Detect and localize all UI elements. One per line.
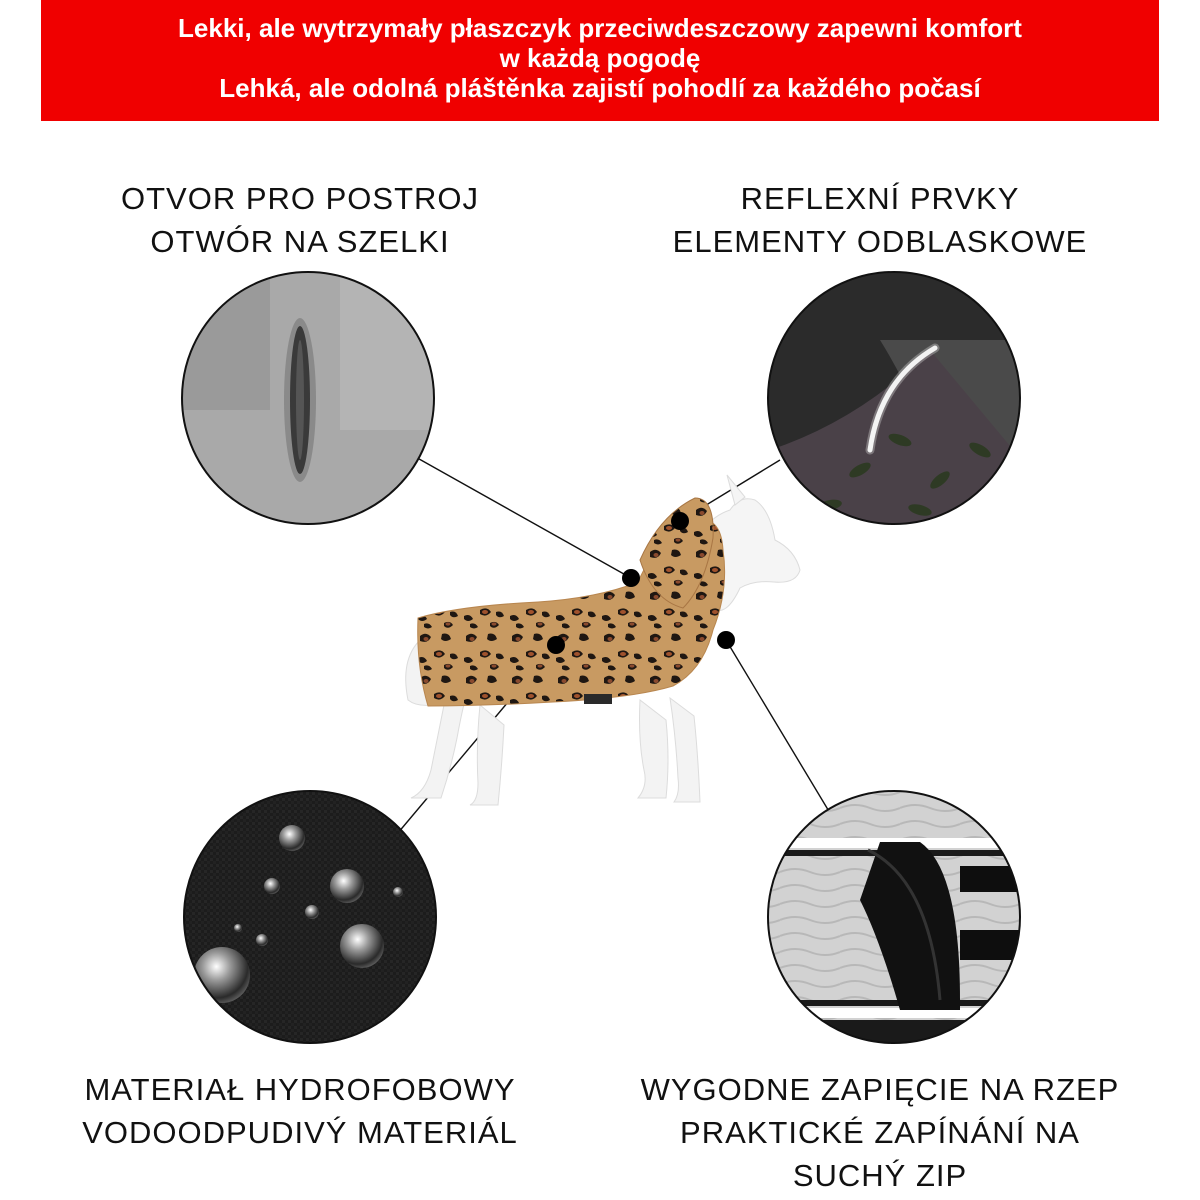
caption-harness-cz: OTVOR PRO POSTROJ xyxy=(120,181,480,216)
caption-harness-pl: OTWÓR NA SZELKI xyxy=(150,224,450,259)
velcro-tab xyxy=(584,694,612,704)
caption-velcro-cz-2: SUCHÝ ZIP xyxy=(792,1158,968,1193)
velcro-closure-icon xyxy=(766,790,1026,1050)
dot-harness xyxy=(622,569,640,587)
caption-reflective-cz: REFLEXNÍ PRVKY xyxy=(740,181,1020,216)
caption-hydrophobic-cz: VODOODPUDIVÝ MATERIÁL xyxy=(82,1115,518,1150)
caption-velcro-cz-1: PRAKTICKÉ ZAPÍNÁNÍ NA xyxy=(680,1115,1080,1150)
connector-harness xyxy=(412,455,631,578)
dog-mannequin-icon xyxy=(406,475,800,805)
caption-hydrophobic-pl: MATERIAŁ HYDROFOBOWY xyxy=(84,1072,516,1107)
caption-velcro-pl: WYGODNE ZAPIĘCIE NA RZEP xyxy=(640,1072,1120,1107)
dot-velcro xyxy=(717,631,735,649)
dot-hydrophobic xyxy=(547,636,565,654)
harness-hole-icon xyxy=(180,270,440,530)
caption-reflective-pl: ELEMENTY ODBLASKOWE xyxy=(672,224,1088,259)
connector-velcro xyxy=(726,640,833,818)
banner-line-1: Lekki, ale wytrzymały płaszczyk przeciwdeszczowy zapewni komfort xyxy=(178,13,1022,43)
banner-line-2: w każdą pogodę xyxy=(499,43,701,73)
dot-reflective xyxy=(671,512,689,530)
water-droplets-icon xyxy=(180,790,440,1050)
banner-line-3: Lehká, ale odolná pláštěnka zajistí pohodlí za každého počasí xyxy=(219,73,981,103)
reflective-strip-icon xyxy=(766,270,1030,540)
